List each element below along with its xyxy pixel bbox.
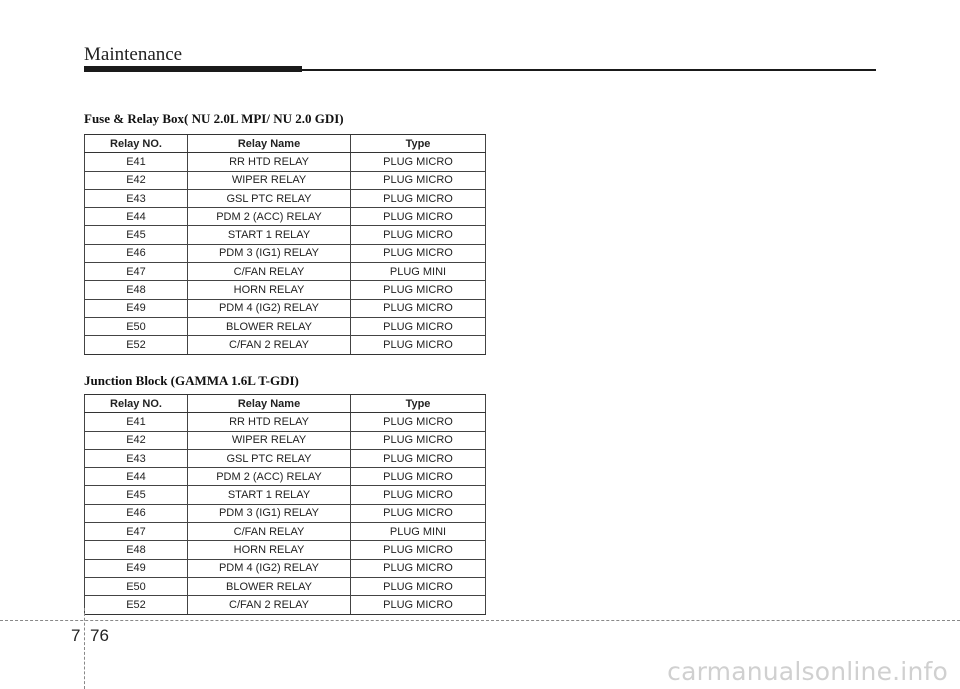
table-row [85,189,486,207]
relay-name-cell: RR HTD RELAY [188,413,351,431]
relay-no-cell: E49 [85,559,188,577]
relay-table-fuse-box [84,134,486,355]
relay-name-cell: C/FAN 2 RELAY [188,596,351,614]
table-row [85,541,486,559]
type-cell: PLUG MICRO [351,449,486,467]
type-cell: PLUG MICRO [351,486,486,504]
relay-no-cell: E44 [85,208,188,226]
table-row [85,208,486,226]
relay-no-cell: E43 [85,449,188,467]
table-row [85,523,486,541]
relay-no-cell: E50 [85,317,188,335]
relay-name-cell: PDM 3 (IG1) RELAY [188,504,351,522]
table-row [85,299,486,317]
footer-vertical-divider [84,608,85,689]
relay-name-cell: START 1 RELAY [188,226,351,244]
relay-no-cell: E45 [85,486,188,504]
table-row [85,244,486,262]
relay-name-cell: BLOWER RELAY [188,577,351,595]
table-header-row [85,395,486,413]
section-title-junction-block: Junction Block (GAMMA 1.6L T-GDI) [84,373,299,388]
table-row [85,263,486,281]
relay-no-cell: E47 [85,263,188,281]
table-row [85,449,486,467]
chapter-number: 7 [71,626,81,645]
type-cell: PLUG MICRO [351,431,486,449]
relay-no-cell: E52 [85,596,188,614]
type-cell: PLUG MICRO [351,299,486,317]
footer-divider [0,620,960,621]
type-cell: PLUG MICRO [351,541,486,559]
column-header-type: Type [351,135,486,153]
table-row [85,596,486,614]
type-cell: PLUG MICRO [351,577,486,595]
table-row [85,153,486,171]
table-row [85,486,486,504]
relay-name-cell: PDM 2 (ACC) RELAY [188,468,351,486]
type-cell: PLUG MICRO [351,189,486,207]
relay-name-cell: WIPER RELAY [188,431,351,449]
column-header-relay-name: Relay Name [188,395,351,413]
page-header-title: Maintenance [84,44,183,65]
table-row [85,226,486,244]
table-row [85,317,486,335]
relay-name-cell: WIPER RELAY [188,171,351,189]
type-cell: PLUG MICRO [351,559,486,577]
table-row [85,431,486,449]
header-rule-thick [84,66,302,72]
table-row [85,468,486,486]
relay-no-cell: E46 [85,504,188,522]
section-title-fuse-relay-box: Fuse & Relay Box( NU 2.0L MPI/ NU 2.0 GDI) [84,111,344,126]
relay-no-cell: E43 [85,189,188,207]
relay-no-cell: E42 [85,431,188,449]
column-header-relay-no: Relay NO. [85,395,188,413]
relay-name-cell: BLOWER RELAY [188,317,351,335]
table-row [85,281,486,299]
relay-name-cell: PDM 3 (IG1) RELAY [188,244,351,262]
table-row [85,577,486,595]
table-row [85,171,486,189]
relay-no-cell: E45 [85,226,188,244]
column-header-relay-name: Relay Name [188,135,351,153]
table-row [85,336,486,354]
relay-name-cell: HORN RELAY [188,281,351,299]
relay-no-cell: E50 [85,577,188,595]
header-rule-thin [302,69,876,71]
relay-no-cell: E48 [85,281,188,299]
relay-name-cell: C/FAN 2 RELAY [188,336,351,354]
table-header-row [85,135,486,153]
table-row [85,413,486,431]
type-cell: PLUG MINI [351,523,486,541]
type-cell: PLUG MICRO [351,317,486,335]
type-cell: PLUG MICRO [351,153,486,171]
table-row [85,559,486,577]
page-number: 76 [90,626,109,645]
relay-no-cell: E47 [85,523,188,541]
relay-name-cell: C/FAN RELAY [188,523,351,541]
type-cell: PLUG MINI [351,263,486,281]
relay-name-cell: HORN RELAY [188,541,351,559]
relay-table-junction-block [84,394,486,615]
type-cell: PLUG MICRO [351,226,486,244]
relay-no-cell: E42 [85,171,188,189]
type-cell: PLUG MICRO [351,413,486,431]
type-cell: PLUG MICRO [351,336,486,354]
type-cell: PLUG MICRO [351,504,486,522]
relay-no-cell: E52 [85,336,188,354]
watermark-text: carmanualsonline.info [667,657,948,686]
relay-name-cell: GSL PTC RELAY [188,189,351,207]
relay-no-cell: E41 [85,153,188,171]
relay-name-cell: PDM 4 (IG2) RELAY [188,559,351,577]
relay-no-cell: E46 [85,244,188,262]
relay-no-cell: E41 [85,413,188,431]
column-header-type: Type [351,395,486,413]
relay-name-cell: START 1 RELAY [188,486,351,504]
type-cell: PLUG MICRO [351,244,486,262]
type-cell: PLUG MICRO [351,596,486,614]
relay-name-cell: PDM 2 (ACC) RELAY [188,208,351,226]
type-cell: PLUG MICRO [351,171,486,189]
type-cell: PLUG MICRO [351,208,486,226]
relay-name-cell: RR HTD RELAY [188,153,351,171]
column-header-relay-no: Relay NO. [85,135,188,153]
table-row [85,504,486,522]
relay-no-cell: E49 [85,299,188,317]
relay-name-cell: GSL PTC RELAY [188,449,351,467]
relay-no-cell: E48 [85,541,188,559]
relay-no-cell: E44 [85,468,188,486]
type-cell: PLUG MICRO [351,281,486,299]
relay-name-cell: PDM 4 (IG2) RELAY [188,299,351,317]
relay-name-cell: C/FAN RELAY [188,263,351,281]
type-cell: PLUG MICRO [351,468,486,486]
